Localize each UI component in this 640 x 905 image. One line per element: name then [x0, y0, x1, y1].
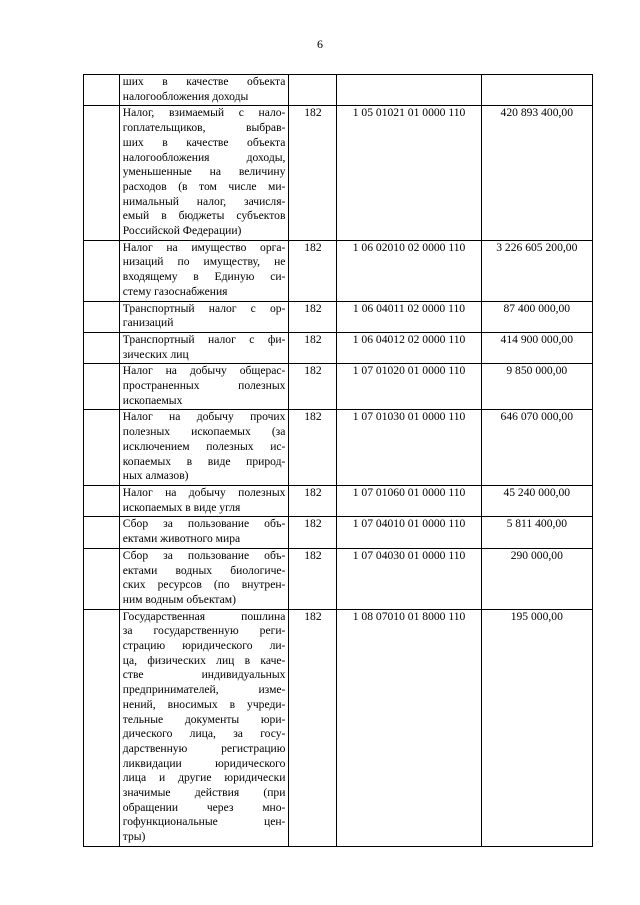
table-row: [84, 301, 593, 332]
table-row: [84, 485, 593, 516]
budget-classification-code-cell: [337, 75, 481, 106]
revenue-name-line: за государственную реги-: [122, 624, 286, 638]
amount-cell: 45 240 000,00: [481, 485, 592, 516]
revenue-name-cell: [119, 332, 289, 363]
revenue-name-line: Налог, взимаемый с нало-: [122, 106, 286, 120]
admin-code-cell: 182: [289, 485, 337, 516]
revenue-name-line: емый в бюджеты субъектов: [122, 209, 286, 223]
admin-code-cell: 182: [289, 364, 337, 410]
revenue-name-line: пространенных полезных: [122, 379, 286, 393]
budget-classification-code-cell: 1 07 01030 01 0000 110: [337, 410, 481, 486]
revenue-name-line: Транспортный налог с фи-: [122, 332, 286, 346]
revenue-name-cell: [119, 106, 289, 240]
amount-cell: 646 070 000,00: [481, 410, 592, 486]
amount-cell: 290 000,00: [481, 548, 592, 609]
admin-code-cell: 182: [289, 240, 337, 301]
row-number-cell: [84, 106, 120, 240]
table-row: [84, 106, 593, 240]
table-row: [84, 75, 593, 106]
row-number-cell: [84, 240, 120, 301]
row-number-cell: [84, 548, 120, 609]
revenue-name-line: Сбор за пользование объ-: [122, 517, 286, 531]
table-row: [84, 364, 593, 410]
row-number-cell: [84, 609, 120, 846]
revenue-name-line: налогообложения доходы: [122, 89, 249, 103]
admin-code-cell: 182: [289, 548, 337, 609]
revenue-name-cell: [119, 485, 289, 516]
revenue-name-cell: [119, 548, 289, 609]
admin-code-cell: 182: [289, 301, 337, 332]
revenue-name-line: ископаемых в виде угля: [122, 500, 241, 514]
admin-code-cell: 182: [289, 332, 337, 363]
row-number-cell: [84, 485, 120, 516]
revenue-name-line: копаемых в виде природ-: [122, 454, 286, 468]
revenue-name-line: ных алмазов): [122, 469, 189, 483]
row-number-cell: [84, 364, 120, 410]
revenue-name-line: лица и другие юридически: [122, 771, 286, 785]
admin-code-cell: 182: [289, 609, 337, 846]
revenue-name-line: страцию юридического ли-: [122, 639, 286, 653]
budget-classification-code-cell: 1 07 04010 01 0000 110: [337, 517, 481, 548]
budget-classification-code-cell: 1 08 07010 01 8000 110: [337, 609, 481, 846]
row-number-cell: [84, 332, 120, 363]
revenue-name-cell: [119, 75, 289, 106]
revenue-name-line: нений, вносимых в учреди-: [122, 697, 286, 711]
admin-code-cell: 182: [289, 106, 337, 240]
budget-classification-code-cell: 1 07 01020 01 0000 110: [337, 364, 481, 410]
table-row: [84, 240, 593, 301]
revenue-name-line: ших в качестве объекта: [122, 135, 286, 149]
revenue-name-line: Налог на добычу прочих: [122, 410, 286, 424]
admin-code-cell: [289, 75, 337, 106]
amount-cell: 420 893 400,00: [481, 106, 592, 240]
revenue-name-line: гоплательщиков, выбрав-: [122, 121, 286, 135]
revenue-name-cell: [119, 410, 289, 486]
amount-cell: 195 000,00: [481, 609, 592, 846]
amount-cell: 414 900 000,00: [481, 332, 592, 363]
revenue-name-line: ним водным объектам): [122, 592, 236, 606]
revenue-name-line: гофункциональные цен-: [122, 815, 286, 829]
revenue-name-line: Налог на имущество орга-: [122, 240, 286, 254]
revenue-name-line: нимальный налог, зачисля-: [122, 194, 286, 208]
revenue-name-line: расходов (в том числе ми-: [122, 179, 286, 193]
revenue-name-line: входящему в Единую си-: [122, 270, 286, 284]
revenue-name-line: предпринимателей, изме-: [122, 683, 286, 697]
revenue-name-line: Транспортный налог с ор-: [122, 301, 286, 315]
revenue-name-cell: [119, 240, 289, 301]
budget-classification-code-cell: 1 06 02010 02 0000 110: [337, 240, 481, 301]
table-row: [84, 548, 593, 609]
revenue-name-line: зических лиц: [122, 347, 189, 361]
revenue-name-line: низаций по имуществу, не: [122, 255, 286, 269]
table-row: [84, 332, 593, 363]
revenue-name-line: значимые действия (при: [122, 786, 286, 800]
budget-classification-code-cell: 1 05 01021 01 0000 110: [337, 106, 481, 240]
page-number: 6: [317, 37, 323, 51]
table-row: [84, 517, 593, 548]
amount-cell: 87 400 000,00: [481, 301, 592, 332]
revenue-name-line: исключением полезных ис-: [122, 439, 286, 453]
revenue-name-line: полезных ископаемых (за: [122, 425, 286, 439]
revenue-name-line: ганизаций: [122, 316, 174, 330]
table-body: [84, 75, 593, 847]
row-number-cell: [84, 75, 120, 106]
budget-classification-code-cell: 1 07 01060 01 0000 110: [337, 485, 481, 516]
revenue-name-line: тры): [122, 830, 146, 844]
revenue-name-line: обращении через мно-: [122, 800, 286, 814]
row-number-cell: [84, 301, 120, 332]
amount-cell: [481, 75, 592, 106]
row-number-cell: [84, 410, 120, 486]
revenue-name-cell: [119, 609, 289, 846]
revenue-name-line: Налог на добычу полезных: [122, 485, 286, 499]
revenue-name-line: Российской Федерации): [122, 224, 242, 238]
revenue-name-line: ских ресурсов (по внутрен-: [122, 578, 286, 592]
amount-cell: 5 811 400,00: [481, 517, 592, 548]
revenue-name-line: ектами водных биологиче-: [122, 563, 286, 577]
revenue-name-line: уменьшенные на величину: [122, 165, 286, 179]
amount-cell: 9 850 000,00: [481, 364, 592, 410]
revenue-table: [83, 74, 593, 847]
revenue-name-line: Государственная пошлина: [122, 609, 286, 623]
amount-cell: 3 226 605 200,00: [481, 240, 592, 301]
revenue-name-line: Сбор за пользование объ-: [122, 548, 286, 562]
revenue-name-line: ших в качестве объекта: [122, 75, 286, 88]
revenue-name-line: дического лица, за госу-: [122, 727, 286, 741]
table-row: [84, 609, 593, 846]
admin-code-cell: 182: [289, 517, 337, 548]
revenue-name-line: налогообложения доходы,: [122, 150, 286, 164]
revenue-name-line: тельные документы юри-: [122, 712, 286, 726]
revenue-name-line: стве индивидуальных: [122, 668, 286, 682]
revenue-name-line: стему газоснабжения: [122, 284, 228, 298]
revenue-name-cell: [119, 364, 289, 410]
revenue-name-line: ца, физических лиц в каче-: [122, 653, 286, 667]
revenue-name-line: дарственную регистрацию: [122, 741, 286, 755]
revenue-name-line: ископаемых: [122, 393, 183, 407]
row-number-cell: [84, 517, 120, 548]
revenue-name-line: Налог на добычу общерас-: [122, 364, 286, 378]
budget-classification-code-cell: 1 06 04012 02 0000 110: [337, 332, 481, 363]
admin-code-cell: 182: [289, 410, 337, 486]
revenue-name-cell: [119, 517, 289, 548]
revenue-name-line: ектами животного мира: [122, 532, 241, 546]
budget-classification-code-cell: 1 07 04030 01 0000 110: [337, 548, 481, 609]
budget-classification-code-cell: 1 06 04011 02 0000 110: [337, 301, 481, 332]
revenue-name-line: ликвидации юридического: [122, 756, 286, 770]
table-row: [84, 410, 593, 486]
revenue-name-cell: [119, 301, 289, 332]
